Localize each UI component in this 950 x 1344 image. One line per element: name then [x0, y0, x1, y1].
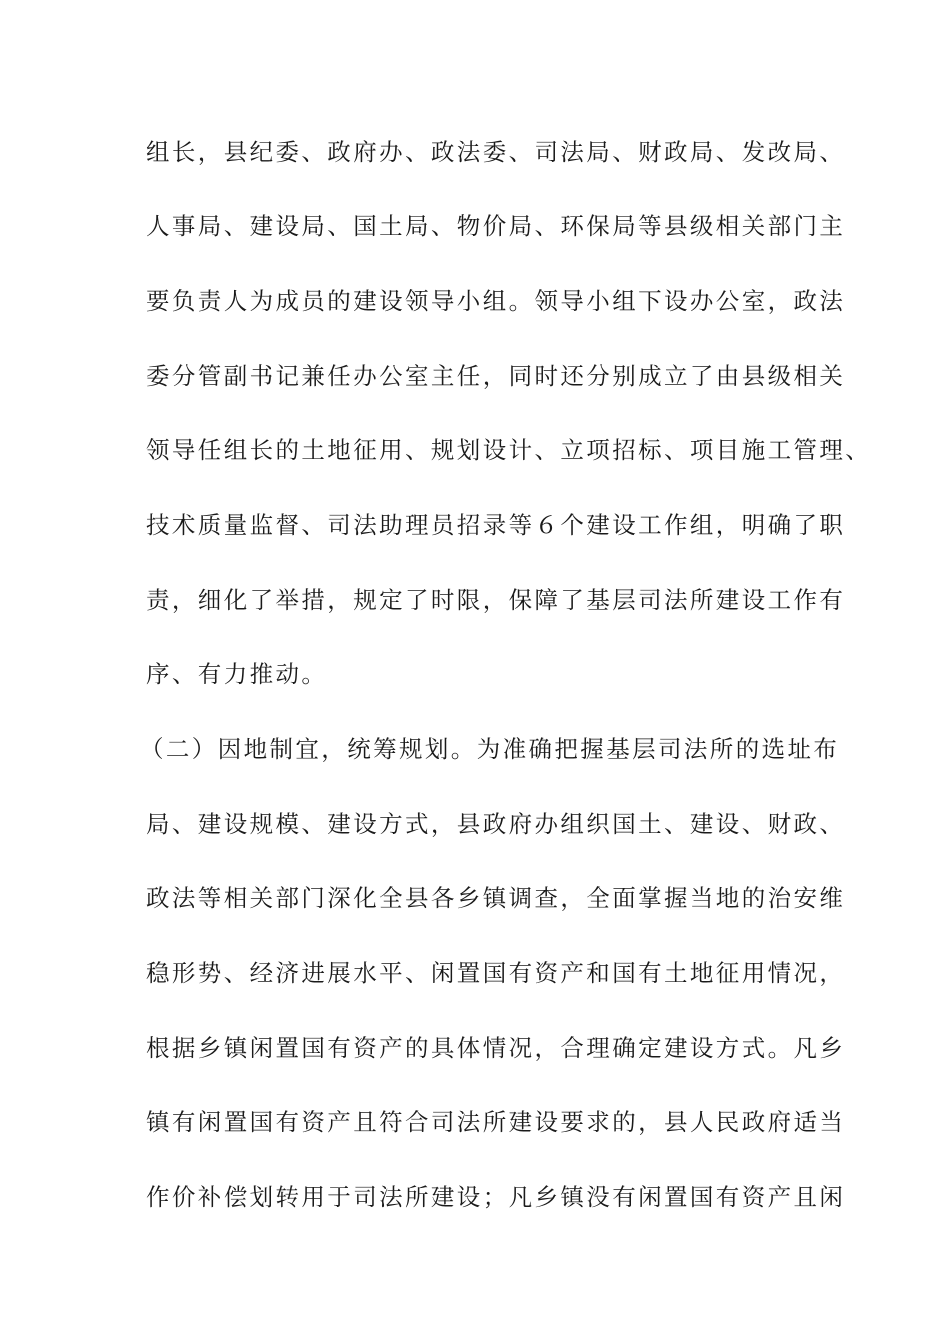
text-line: 根据乡镇闲置国有资产的具体情况，合理确定建设方式。凡乡: [146, 1034, 846, 1062]
text-line: 局、建设规模、建设方式，县政府办组织国土、建设、财政、: [146, 810, 846, 838]
text-line: 组长，县纪委、政府办、政法委、司法局、财政局、发改局、: [146, 138, 846, 166]
text-line: 委分管副书记兼任办公室主任，同时还分别成立了由县级相关: [146, 362, 846, 390]
text-line: 人事局、建设局、国土局、物价局、环保局等县级相关部门主: [146, 212, 846, 240]
text-line: 要负责人为成员的建设领导小组。领导小组下设办公室，政法: [146, 287, 846, 315]
text-line: 政法等相关部门深化全县各乡镇调查，全面掌握当地的治安维: [146, 884, 846, 912]
text-line: 稳形势、经济进展水平、闲置国有资产和国有土地征用情况，: [146, 959, 846, 987]
text-line: 镇有闲置国有资产且符合司法所建设要求的，县人民政府适当: [146, 1108, 846, 1136]
text-line: 领导任组长的土地征用、规划设计、立项招标、项目施工管理、: [146, 436, 872, 464]
section-heading-line: （二）因地制宜，统筹规划。为准确把握基层司法所的选址布: [140, 735, 840, 763]
text-line: 序、有力推动。: [146, 660, 328, 688]
text-line: 技术质量监督、司法助理员招录等６个建设工作组，明确了职: [146, 511, 846, 539]
text-line: 作价补偿划转用于司法所建设；凡乡镇没有闲置国有资产且闲: [146, 1183, 846, 1211]
text-line: 责，细化了举措，规定了时限，保障了基层司法所建设工作有: [146, 586, 846, 614]
